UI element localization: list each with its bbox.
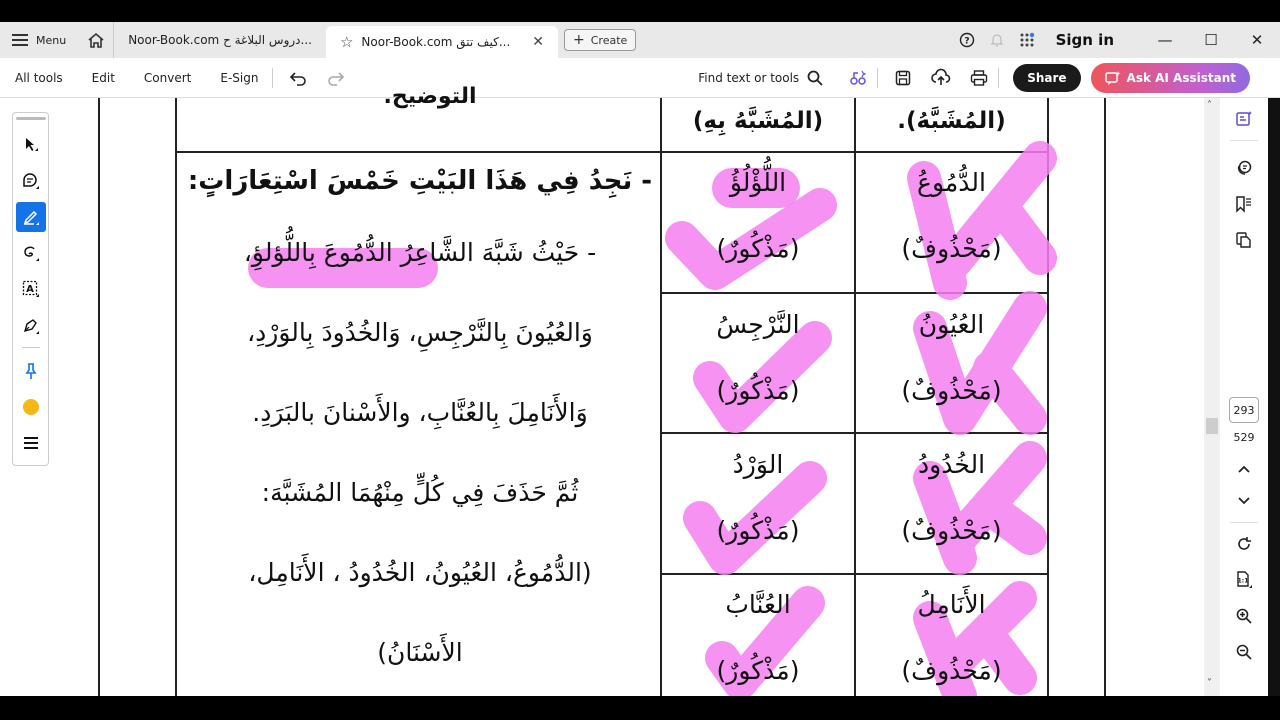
toolbar-divider xyxy=(877,68,878,88)
help-icon xyxy=(959,32,975,48)
rotate-button[interactable] xyxy=(1229,529,1259,559)
mushabbah-cell: الأَنَامِلُ xyxy=(917,590,986,619)
pin-button[interactable] xyxy=(16,356,46,385)
highlighter-pen-icon xyxy=(22,208,40,226)
ask-ai-assistant-button[interactable] xyxy=(1091,63,1250,93)
comments-icon xyxy=(1235,159,1253,177)
undo-button[interactable] xyxy=(279,71,317,85)
highlight-tool-button[interactable] xyxy=(16,202,46,231)
pin-icon xyxy=(24,362,38,380)
fountain-pen-icon xyxy=(22,317,40,335)
ai-document-icon xyxy=(1235,110,1253,128)
redo-button[interactable] xyxy=(317,71,355,85)
zoom-in-button[interactable] xyxy=(1229,601,1259,631)
sign-tool-button[interactable] xyxy=(16,311,46,340)
pdf-page xyxy=(98,84,1106,696)
close-window-button[interactable] xyxy=(1234,31,1280,49)
scroll-up-icon[interactable]: ˄ xyxy=(1207,100,1212,111)
table-border-left xyxy=(175,98,177,696)
create-button[interactable] xyxy=(564,29,636,51)
mushabbah-bih-status: (مَذْكُورٌ) xyxy=(716,516,800,545)
sign-in-button[interactable]: Sign in xyxy=(1055,31,1114,49)
panel-divider xyxy=(22,347,40,348)
redo-icon xyxy=(327,71,345,85)
close-icon: ✕ xyxy=(1250,31,1264,49)
bookmarks-panel-button[interactable] xyxy=(1229,189,1259,219)
tab-label: Noor-Book.com دروس البلاغة ح... xyxy=(128,33,312,47)
copy-pages-icon xyxy=(1235,231,1253,249)
apps-grid-icon xyxy=(1019,32,1035,48)
scroll-down-icon[interactable]: ˅ xyxy=(1207,678,1212,689)
previous-page-button[interactable] xyxy=(1229,454,1259,484)
mushabbah-status: (مَحْذُوفٌ) xyxy=(901,376,1002,405)
mushabbah-cell: الدُّمُوعُ xyxy=(917,168,986,197)
svg-text:?: ? xyxy=(963,36,970,47)
top-text-fragment: التوضيح. xyxy=(383,84,477,109)
create-label: Create xyxy=(590,33,628,47)
rail-divider xyxy=(1230,140,1258,141)
next-page-button[interactable] xyxy=(1229,486,1259,516)
toolbar-divider xyxy=(998,68,999,88)
header-mushabbah-bih: (المُشَبَّهُ بِهِ) xyxy=(692,108,824,134)
draw-tool-button[interactable] xyxy=(16,239,46,268)
comment-icon xyxy=(22,172,40,190)
mushabbah-status: (مَحْذُوفٌ) xyxy=(901,516,1002,545)
color-picker-button[interactable] xyxy=(16,393,46,422)
explanation-line: وَالأَنَامِلَ بِالعُنَّابِ، والأَسْنانَ بالبَرَدِ. xyxy=(252,398,588,427)
tab-durus-balagha[interactable] xyxy=(114,22,326,58)
pages-panel-button[interactable] xyxy=(1229,225,1259,255)
comments-panel-button[interactable] xyxy=(1229,153,1259,183)
printer-icon xyxy=(970,70,988,86)
select-tool-button[interactable] xyxy=(16,130,46,159)
print-button[interactable] xyxy=(960,70,998,86)
apps-button[interactable] xyxy=(1012,32,1042,48)
explanation-line: - حَيْثُ شَبَّهَ الشَّاعِرُ الدُّمُوعَ بِاللُّؤلؤِ، xyxy=(243,238,597,267)
upload-cloud-button[interactable] xyxy=(922,70,960,86)
star-icon[interactable]: ☆ xyxy=(339,33,354,51)
ai-assistant-icon xyxy=(1105,70,1121,86)
undo-icon xyxy=(289,71,307,85)
plus-icon: + xyxy=(573,32,585,48)
edit-menu[interactable]: Edit xyxy=(91,70,115,85)
ai-sparkle-icon xyxy=(849,69,867,87)
notifications-button[interactable] xyxy=(982,32,1012,48)
menu-label: Menu xyxy=(36,33,67,47)
freehand-draw-icon xyxy=(22,244,40,262)
explanation-heading: - نَجِدُ فِي هَذَا البَيْتِ خَمْسَ اسْتِعَارَاتٍ: xyxy=(187,166,653,196)
mushabbah-status: (مَحْذُوفٌ) xyxy=(901,234,1002,263)
ai-label: Ask AI Assistant xyxy=(1126,70,1236,85)
help-button[interactable] xyxy=(952,32,982,48)
tab-kayf-tattaqi[interactable] xyxy=(326,26,558,58)
actual-size-icon xyxy=(1235,571,1253,589)
toolbar-divider xyxy=(272,68,273,88)
save-icon xyxy=(895,70,911,86)
comment-tool-button[interactable] xyxy=(16,166,46,195)
share-button[interactable]: Share xyxy=(1013,64,1080,92)
document-viewport[interactable] xyxy=(0,84,1220,696)
main-toolbar xyxy=(0,58,1280,98)
svg-text:A: A xyxy=(25,284,34,296)
rail-divider xyxy=(1230,522,1258,523)
ai-summary-button[interactable] xyxy=(1229,104,1259,134)
mushabbah-bih-status: (مَذْكُورٌ) xyxy=(716,656,800,685)
tab-bar xyxy=(0,22,1280,58)
home-icon xyxy=(87,32,105,48)
bookmark-icon xyxy=(1235,195,1253,213)
ai-generative-button[interactable] xyxy=(839,69,877,87)
explanation-line: الأَسْنَانُ) xyxy=(377,638,463,667)
mushabbah-cell: العُيُونُ xyxy=(918,310,985,339)
vertical-scrollbar[interactable] xyxy=(1204,98,1220,696)
menu-button[interactable] xyxy=(0,22,78,58)
zoom-out-icon xyxy=(1236,644,1252,660)
tab-label: Noor-Book.com كيف تتق... xyxy=(361,35,511,49)
total-pages: 529 xyxy=(1233,431,1255,444)
maximize-button[interactable] xyxy=(1188,31,1234,49)
current-page-input[interactable]: 293 xyxy=(1229,397,1259,423)
fit-page-button[interactable] xyxy=(1229,565,1259,595)
explanation-line: ثُمَّ حَذَفَ فِي كُلٍّ مِنْهُمَا المُشَبَّهَ: xyxy=(261,478,579,507)
mushabbah-bih-cell: الوَرْدُ xyxy=(732,450,784,479)
drag-handle[interactable] xyxy=(16,117,46,120)
text-box-tool-button[interactable] xyxy=(16,275,46,304)
window-edge xyxy=(1268,98,1280,696)
explanation-line: وَالعُيُونَ بِالنَّرْجِسِ، وَالخُدُودَ بِالوَرْدِ، xyxy=(247,318,593,347)
menu-lines-icon xyxy=(23,436,39,450)
minimize-icon: — xyxy=(1157,31,1173,49)
mushabbah-bih-cell: العُنَّابُ xyxy=(725,590,791,619)
hamburger-icon xyxy=(12,34,28,46)
maximize-icon: ☐ xyxy=(1204,31,1218,49)
annotation-toolbar xyxy=(12,112,49,466)
rotate-icon xyxy=(1236,536,1252,552)
mushabbah-status: (مَحْذُوفٌ) xyxy=(901,656,1002,685)
search-icon xyxy=(807,70,823,86)
close-tab-icon[interactable]: ✕ xyxy=(532,34,544,50)
cursor-arrow-icon xyxy=(23,137,39,153)
bell-icon xyxy=(990,32,1004,48)
text-box-icon xyxy=(22,280,40,298)
chevron-up-icon xyxy=(1238,465,1250,473)
more-options-button[interactable] xyxy=(16,429,46,458)
bottom-black-bar xyxy=(0,696,1280,720)
top-black-bar xyxy=(0,0,1280,22)
color-swatch-icon xyxy=(23,399,39,415)
chevron-down-icon xyxy=(1238,497,1250,505)
minimize-button[interactable] xyxy=(1142,31,1188,49)
mushabbah-cell: الخُدُودُ xyxy=(917,450,986,479)
save-button[interactable] xyxy=(884,70,922,86)
svg-text:1:1: 1:1 xyxy=(1237,577,1249,585)
explanation-line: (الدُّمُوعُ، العُيُونُ، الخُدُودُ ، الأَنَامِل، xyxy=(248,558,592,587)
esign-menu[interactable]: E-Sign xyxy=(220,70,259,85)
mushabbah-bih-status: (مَذْكُورٌ) xyxy=(716,234,800,263)
cloud-upload-icon xyxy=(931,70,951,86)
header-mushabbah: (المُشَبَّهُ). xyxy=(897,108,1006,134)
find-text-button[interactable] xyxy=(698,70,823,86)
home-button[interactable] xyxy=(78,22,114,58)
zoom-out-button[interactable] xyxy=(1229,637,1259,667)
scrollbar-thumb[interactable] xyxy=(1206,418,1218,434)
convert-menu[interactable]: Convert xyxy=(143,70,192,85)
zoom-in-icon xyxy=(1236,608,1252,624)
right-rail xyxy=(1220,98,1268,696)
mushabbah-bih-cell: النَّرْجِسُ xyxy=(716,310,800,339)
all-tools-menu[interactable]: All tools xyxy=(15,70,63,85)
find-label: Find text or tools xyxy=(698,70,800,85)
mushabbah-bih-status: (مَذْكُورٌ) xyxy=(716,376,800,405)
mushabbah-bih-cell: اللُّؤْلُؤُ xyxy=(729,168,787,197)
